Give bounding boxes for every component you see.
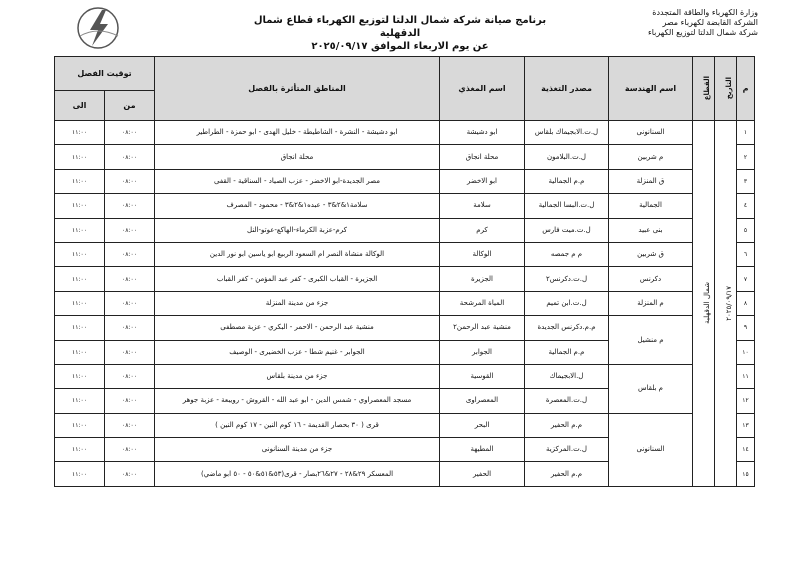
row-areas: المعسكر ٢٩&٢٨ - ٢٧&٢٦بصار - قرى(٥٣&٥١&٥٠ - ٥٠ ابو ماضي) xyxy=(155,462,440,486)
row-to: ١١:٠٠ xyxy=(55,242,105,266)
row-engineering: بنى عبيد xyxy=(609,218,693,242)
row-index: ٩ xyxy=(737,316,755,340)
row-source: م.م.دكرنس الجديدة xyxy=(525,316,609,340)
row-sector xyxy=(693,121,715,487)
row-from: ٠٨:٠٠ xyxy=(105,218,155,242)
row-engineering: ق شربين xyxy=(609,242,693,266)
row-areas: جزء من مدينة بلقاس xyxy=(155,364,440,388)
row-engineering: دكرنس xyxy=(609,267,693,291)
row-index: ٥ xyxy=(737,218,755,242)
row-index: ٨ xyxy=(737,291,755,315)
row-to: ١١:٠٠ xyxy=(55,364,105,388)
row-from: ٠٨:٠٠ xyxy=(105,145,155,169)
header-source: مصدر التغذية xyxy=(525,57,609,121)
row-areas: ابو دشيشة - النشرة - الشاطيطة - خليل الهدى - ابو حمزة - الطراطير xyxy=(155,121,440,145)
row-index: ٣ xyxy=(737,169,755,193)
row-areas: الجزيرة - القباب الكبرى - كفر عبد المؤمن - كفر القباب xyxy=(155,267,440,291)
ministry-line: شركة شمال الدلتا لتوزيع الكهرباء xyxy=(647,28,758,37)
row-source: ل.ت.البلامون xyxy=(525,145,609,169)
table-row xyxy=(55,364,755,388)
table-row xyxy=(55,413,755,437)
row-source: ل.الابجيماك xyxy=(525,364,609,388)
row-from: ٠٨:٠٠ xyxy=(105,389,155,413)
row-index: ١٣ xyxy=(737,413,755,437)
row-feeder: البحر xyxy=(440,413,525,437)
row-source: م م جمصه xyxy=(525,242,609,266)
table-header-row xyxy=(55,57,755,91)
row-from: ٠٨:٠٠ xyxy=(105,194,155,218)
row-source: ل.ت.ميت فارس xyxy=(525,218,609,242)
row-engineering: م شربين xyxy=(609,145,693,169)
row-feeder: ابو الاخضر xyxy=(440,169,525,193)
row-source: م.م الجمالية xyxy=(525,169,609,193)
row-source: ل.ت.المعصرة xyxy=(525,389,609,413)
row-source: ل.ت.ابن تميم xyxy=(525,291,609,315)
row-to: ١١:٠٠ xyxy=(55,316,105,340)
row-source: ل.ت.المركزية xyxy=(525,438,609,462)
row-engineering: م بلقاس xyxy=(609,364,693,413)
row-to: ١١:٠٠ xyxy=(55,389,105,413)
row-from: ٠٨:٠٠ xyxy=(105,438,155,462)
row-areas: الوكالة منشاة النصر ام السعود الربيع ابو ياسين ابو نور الدين xyxy=(155,242,440,266)
table-row xyxy=(55,291,755,315)
header-engineering: اسم الهندسة xyxy=(609,57,693,121)
header-areas: المناطق المتأثرة بالفصل xyxy=(155,57,440,121)
row-areas: الجوابر - غنيم شطا - عزب الخضيرى - الوصيف xyxy=(155,340,440,364)
row-to: ١١:٠٠ xyxy=(55,340,105,364)
table-row xyxy=(55,218,755,242)
row-engineering: م منشيل xyxy=(609,316,693,365)
row-to: ١١:٠٠ xyxy=(55,291,105,315)
row-feeder: الجوابر xyxy=(440,340,525,364)
row-from: ٠٨:٠٠ xyxy=(105,316,155,340)
document-title: برنامج صيانة شركة شمال الدلتا لتوزيع الكهرباء قطاع شمال الدقهلية xyxy=(253,15,547,39)
row-feeder: الحفير xyxy=(440,462,525,486)
row-index: ٧ xyxy=(737,267,755,291)
row-source: م.م الحفير xyxy=(525,462,609,486)
row-feeder: المطيهة xyxy=(440,438,525,462)
document-title-block xyxy=(240,14,560,53)
row-index: ١ xyxy=(737,121,755,145)
ministry-line: وزارة الكهرباء والطاقة المتجددة xyxy=(652,8,758,17)
table-row xyxy=(55,121,755,145)
row-feeder: الجزيرة xyxy=(440,267,525,291)
row-engineering: م المنزلة xyxy=(609,291,693,315)
row-from: ٠٨:٠٠ xyxy=(105,169,155,193)
header-index: م xyxy=(737,57,755,121)
row-from: ٠٨:٠٠ xyxy=(105,121,155,145)
table-row xyxy=(55,145,755,169)
row-areas: مسجد المعصراوي - شمس الدين - ابو عبد الله - القروش - رويبعة - عزبة جوهر xyxy=(155,389,440,413)
row-to: ١١:٠٠ xyxy=(55,267,105,291)
row-to: ١١:٠٠ xyxy=(55,462,105,486)
row-to: ١١:٠٠ xyxy=(55,121,105,145)
row-engineering: السنانونى xyxy=(609,121,693,145)
row-areas: منشية عبد الرحمن - الاحمر - البكري - عزبة مصطفى xyxy=(155,316,440,340)
row-feeder: ابو دشيشة xyxy=(440,121,525,145)
row-to: ١١:٠٠ xyxy=(55,169,105,193)
table-row xyxy=(55,194,755,218)
row-feeder: الوكالة xyxy=(440,242,525,266)
row-to: ١١:٠٠ xyxy=(55,413,105,437)
row-index: ٢ xyxy=(737,145,755,169)
row-areas: جزء من مدينة المنزلة xyxy=(155,291,440,315)
row-date xyxy=(715,121,737,487)
row-areas: قرى ( ٣٠ بحصار القديمة - ١٦ كوم النين - ١٧ كوم النين ) xyxy=(155,413,440,437)
row-index: ٤ xyxy=(737,194,755,218)
row-from: ٠٨:٠٠ xyxy=(105,242,155,266)
row-areas: سلامة١&٢&٣ - عبده١&٢&٣ - محمود - المصرف xyxy=(155,194,440,218)
row-index: ١١ xyxy=(737,364,755,388)
header-feeder: اسم المغذي xyxy=(440,57,525,121)
header-date: التاريخ xyxy=(715,57,737,121)
row-source: ل.ت.الابجيماك بلقاس xyxy=(525,121,609,145)
company-logo-icon xyxy=(76,6,122,50)
ministry-line: الشركة القابضة لكهرباء مصر xyxy=(662,18,758,27)
row-feeder: القوسية xyxy=(440,364,525,388)
row-to: ١١:٠٠ xyxy=(55,438,105,462)
row-feeder: المعصراوى xyxy=(440,389,525,413)
row-feeder: منشية عبد الرحمن٢ xyxy=(440,316,525,340)
row-engineering: ق المنزلة xyxy=(609,169,693,193)
header-cut-time: توقيت الفصل xyxy=(55,57,155,91)
row-index: ١٥ xyxy=(737,462,755,486)
date-value: ٢٠٢٥/٠٩/١٧ xyxy=(725,286,733,321)
row-from: ٠٨:٠٠ xyxy=(105,267,155,291)
row-index: ١٤ xyxy=(737,438,755,462)
table-row xyxy=(55,267,755,291)
row-from: ٠٨:٠٠ xyxy=(105,364,155,388)
document-date-line: عن يوم الاربعاء الموافق ٢٠٢٥/٠٩/١٧ xyxy=(311,41,489,52)
header-sector: القطاع xyxy=(693,57,715,121)
table-row xyxy=(55,169,755,193)
row-from: ٠٨:٠٠ xyxy=(105,413,155,437)
row-from: ٠٨:٠٠ xyxy=(105,462,155,486)
row-feeder: محلة انجاق xyxy=(440,145,525,169)
row-feeder: المياة المرشحة xyxy=(440,291,525,315)
row-areas: كرم-عزبة الكرماء-الهاكع-عوتو-النل xyxy=(155,218,440,242)
row-feeder: سلامة xyxy=(440,194,525,218)
ministry-header xyxy=(608,8,758,38)
header-to: الى xyxy=(55,91,105,121)
header-from: من xyxy=(105,91,155,121)
sector-value: شمال الدقهلية xyxy=(703,282,711,325)
row-source: ل.ت.البسا الجمالية xyxy=(525,194,609,218)
row-engineering: الجمالية xyxy=(609,194,693,218)
table-row xyxy=(55,316,755,340)
maintenance-table xyxy=(54,56,755,487)
row-areas: مصر الجديدة-ابو الاخضر - عزب الصياد - السناقية - القفى xyxy=(155,169,440,193)
row-to: ١١:٠٠ xyxy=(55,145,105,169)
row-source: م.م الحفير xyxy=(525,413,609,437)
row-to: ١١:٠٠ xyxy=(55,218,105,242)
row-source: م.م الجمالية xyxy=(525,340,609,364)
row-areas: محلة انجاق xyxy=(155,145,440,169)
table-row xyxy=(55,242,755,266)
row-engineering: السنانونى xyxy=(609,413,693,486)
row-source: ل.ت.دكرنس٢ xyxy=(525,267,609,291)
row-feeder: كرم xyxy=(440,218,525,242)
row-index: ١٠ xyxy=(737,340,755,364)
row-from: ٠٨:٠٠ xyxy=(105,291,155,315)
row-index: ٦ xyxy=(737,242,755,266)
row-to: ١١:٠٠ xyxy=(55,194,105,218)
row-from: ٠٨:٠٠ xyxy=(105,340,155,364)
row-index: ١٢ xyxy=(737,389,755,413)
row-areas: جزء من مدينة السنانونى xyxy=(155,438,440,462)
